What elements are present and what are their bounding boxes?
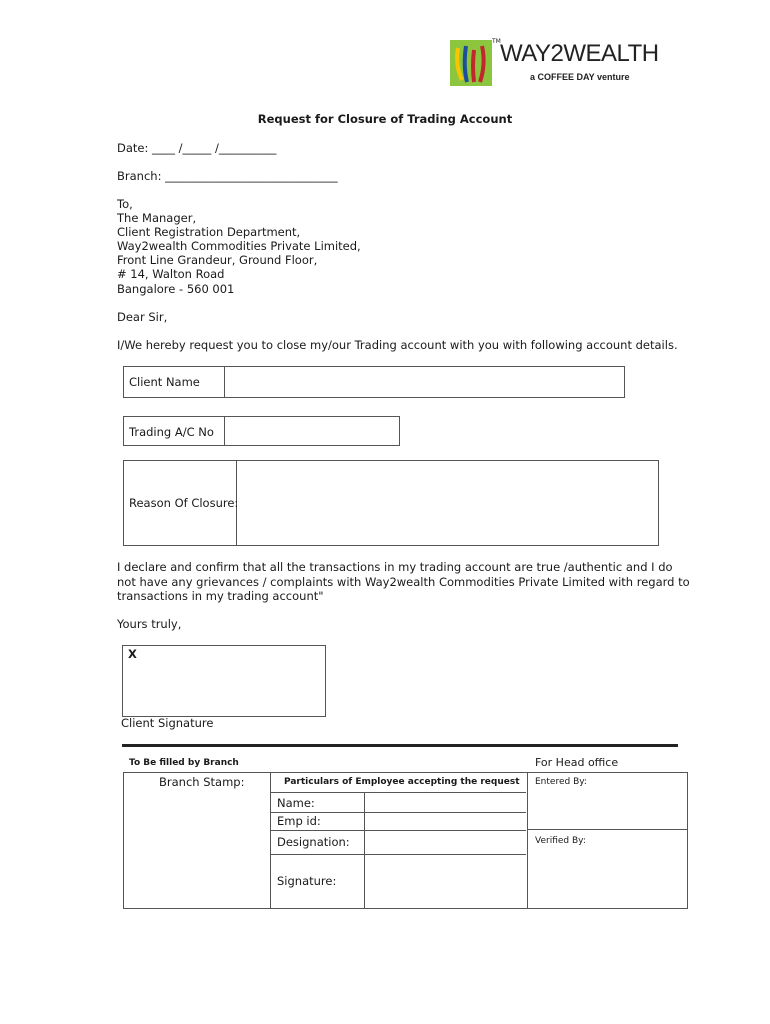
logo-brand: WAY2WEALTH [500,40,659,67]
divider [224,367,225,397]
salutation: Dear Sir, [117,310,168,324]
entered-by-label: Entered By: [535,777,587,787]
logo-emblem [450,40,492,86]
branch-section-header: To Be filled by Branch [129,758,239,768]
particulars-header: Particulars of Employee accepting the request [284,777,520,787]
name-label: Name: [277,796,315,810]
trading-ac-label: Trading A/C No [129,425,214,439]
branch-stamp-label: Branch Stamp: [159,775,245,789]
client-name-label: Client Name [129,375,200,389]
logo-tagline: a COFFEE DAY venture [530,72,630,82]
address-line: Way2wealth Commodities Private Limited, [117,239,361,253]
address-line: To, [117,197,133,211]
signature-box[interactable] [122,645,326,717]
designation-field[interactable] [365,831,525,854]
designation-label: Designation: [277,835,350,849]
logo-trademark: TM [492,38,501,45]
address-line: Client Registration Department, [117,225,301,239]
date-line: Date: ____ /_____ /__________ [117,141,277,155]
request-text: I/We hereby request you to close my/our Trading account with you with following account details. [117,338,678,352]
employee-signature-label: Signature: [277,874,337,888]
section-separator [122,744,678,747]
address-line: # 14, Walton Road [117,267,225,281]
employee-signature-field[interactable] [365,855,525,907]
divider [224,417,225,445]
address-line: Front Line Grandeur, Ground Floor, [117,253,318,267]
branch-line: Branch: ______________________________ [117,169,338,183]
divider [270,773,271,908]
page-title: Request for Closure of Trading Account [257,112,513,126]
address-line: Bangalore - 560 001 [117,282,235,296]
emp-id-label: Emp id: [277,814,321,828]
address-line: The Manager, [117,211,197,225]
verified-by-label: Verified By: [535,836,586,846]
declaration-line: transactions in my trading account" [117,589,324,603]
signature-label: Client Signature [121,716,214,730]
declaration-line: not have any grievances / complaints with Way2wealth Commodities Private Limited with regard to [117,575,690,589]
head-office-header: For Head office [535,756,619,769]
name-field[interactable] [365,793,525,812]
emp-id-field[interactable] [365,813,525,830]
divider [528,829,687,830]
signature-mark: X [128,647,137,661]
reason-label: Reason Of Closure: [129,496,239,510]
declaration-line: I declare and confirm that all the transactions in my trading account are true /authentic and I do [117,560,673,574]
closing: Yours truly, [117,617,182,631]
